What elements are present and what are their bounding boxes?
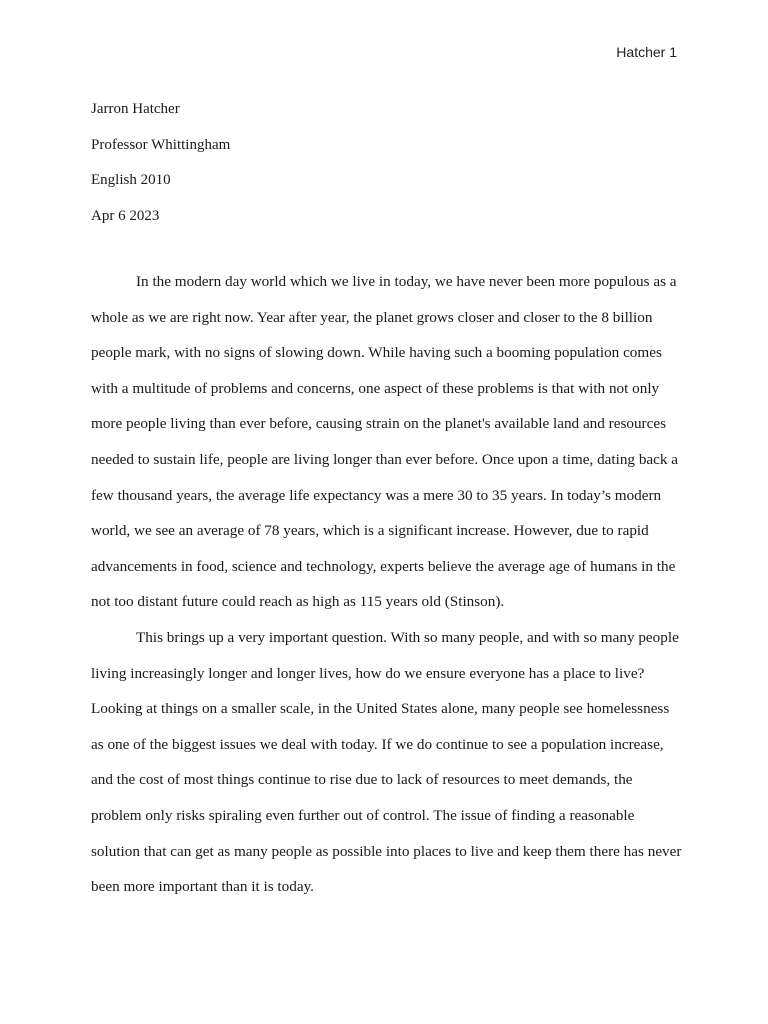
mla-heading: [91, 92, 691, 234]
essay-date: Apr 6 2023: [91, 207, 160, 224]
paragraph-line: problem only risks spiraling even further out of control. The issue of finding a reasonable: [91, 806, 635, 824]
course-name: English 2010: [91, 172, 171, 188]
paragraph-line: needed to sustain life, people are living longer than ever before. Once upon a time, dating back a: [91, 450, 679, 468]
paragraph-line: advancements in food, science and technology, experts believe the average age of humans in the: [91, 557, 676, 575]
paragraph-line: been more important than it is today.: [91, 878, 314, 896]
essay-body: [91, 264, 683, 905]
paragraph-line: people mark, with no signs of slowing down. While having such a booming population comes: [91, 344, 662, 362]
paragraph-line: world, we see an average of 78 years, which is a significant increase. However, due to rapid: [91, 522, 649, 540]
paragraph-line: few thousand years, the average life expectancy was a mere 30 to 35 years. In today’s modern: [91, 486, 662, 504]
student-name: Jarron Hatcher: [91, 101, 180, 117]
paragraph-line: as one of the biggest issues we deal with today. If we do continue to see a population increase,: [91, 735, 664, 753]
paragraph-2: [91, 620, 683, 905]
paragraph-line: with a multitude of problems and concerns, one aspect of these problems is that with not only: [91, 379, 660, 397]
paragraph-line: and the cost of most things continue to rise due to lack of resources to meet demands, the: [91, 771, 633, 789]
paragraph-line: more people living than ever before, causing strain on the planet's available land and resources: [91, 415, 667, 433]
running-head: Hatcher 1: [616, 44, 677, 60]
paragraph-line: In the modern day world which we live in today, we have never been more populous as a: [136, 273, 677, 290]
paragraph-line: not too distant future could reach as high as 115 years old (Stinson).: [91, 593, 505, 611]
paragraph-line: Looking at things on a smaller scale, in the United States alone, many people see homelessness: [91, 700, 670, 718]
paragraph-line: living increasingly longer and longer lives, how do we ensure everyone has a place to live?: [91, 664, 645, 682]
paragraph-line: solution that can get as many people as possible into places to live and keep them there has never: [91, 842, 682, 860]
professor-name: Professor Whittingham: [91, 136, 231, 153]
paragraph-1: [91, 264, 683, 620]
paragraph-line: This brings up a very important question. With so many people, and with so many people: [136, 628, 679, 646]
paragraph-line: whole as we are right now. Year after year, the planet grows closer and closer to the 8 billion: [91, 308, 653, 326]
